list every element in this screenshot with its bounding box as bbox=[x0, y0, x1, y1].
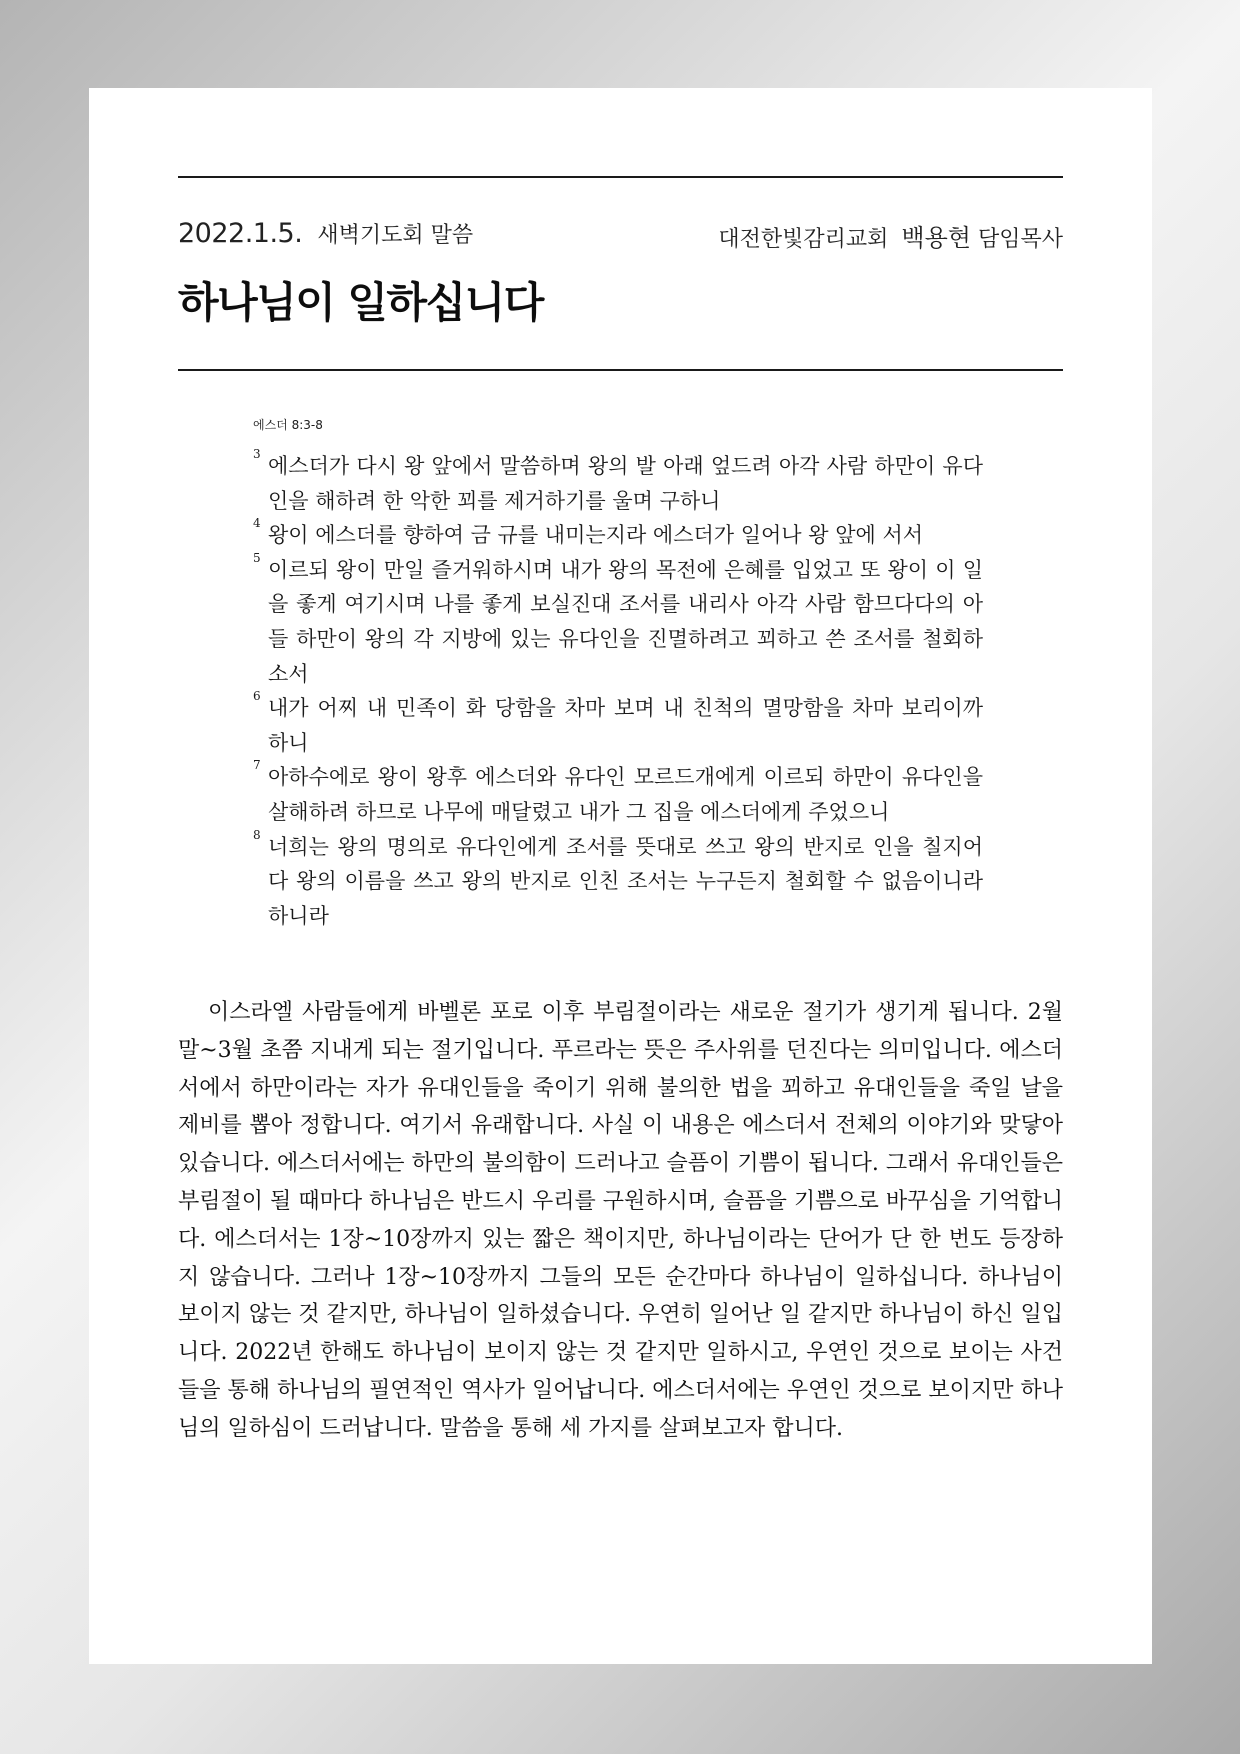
scripture-verse bbox=[253, 691, 983, 760]
verse-text: 왕이 에스더를 향하여 금 규를 내미는지라 에스더가 일어나 왕 앞에 서서 bbox=[268, 523, 924, 548]
scripture-verse bbox=[253, 550, 983, 691]
service-name: 새벽기도회 말씀 bbox=[317, 223, 474, 248]
top-divider bbox=[178, 176, 1063, 178]
scripture-verse bbox=[253, 827, 983, 934]
sermon-body-paragraph: 이스라엘 사람들에게 바벨론 포로 이후 부림절이라는 새로운 절기가 생기게 됩니다. 2월 말~3월 초쯤 지내게 되는 절기입니다. 푸르라는 뜻은 주사위를 던진다는 의미입니다. 에스더서에서 하만이라는 자가 유대인들을 죽이기 위해 불의한 법을 꾀하고 유대인들을 죽일 날을 제비를 뽑아 정합니다. 여기서 유래합니다. 사실 이 내용은 에스더서 전체의 이야기와 맞닿아 있습니다. 에스더서에는 하만의 불의함이 드러나고 슬픔이 기쁨이 됩니다. 그래서 유대인들은 부림절이 될 때마다 하나님은 반드시 우리를 구원하시며, 슬픔을 기쁨으로 바꾸심을 기억합니다. 에스더서는 1장~10장까지 있는 짧은 책이지만, 하나님이라는 단어가 단 한 번도 등장하지 않습니다. 그러나 1장~10장까지 그들의 모든 순간마다 하나님이 일하십니다. 하나님이 보이지 않는 것 같지만, 하나님이 일하셨습니다. 우연히 일어난 일 같지만 하나님이 하신 일입니다. 2022년 한해도 하나님이 보이지 않는 것 같지만 일하시고, 우연인 것으로 보이는 사건들을 통해 하나님의 필연적인 역사가 일어납니다. 에스더서에는 우연인 것으로 보이지만 하나님의 일하심이 드러납니다. 말씀을 통해 세 가지를 살펴보고자 합니다. bbox=[178, 1000, 1063, 1441]
verse-text: 너희는 왕의 명의로 유다인에게 조서를 뜻대로 쓰고 왕의 반지로 인을 칠지어다 왕의 이름을 쓰고 왕의 반지로 인친 조서는 누구든지 철회할 수 없음이니라 하니라 bbox=[268, 834, 983, 928]
scripture-reference: 에스더 8:3-8 bbox=[253, 418, 323, 432]
sermon-date: 2022.1.5. bbox=[178, 218, 303, 249]
document-page bbox=[89, 88, 1152, 1664]
sermon-title: 하나님이 일하십니다 bbox=[178, 278, 543, 327]
scripture-verse bbox=[253, 760, 983, 829]
verse-number: 3 bbox=[253, 447, 261, 461]
verse-number: 6 bbox=[253, 689, 261, 704]
sermon-date-line bbox=[178, 218, 473, 249]
preacher-line bbox=[718, 218, 1063, 253]
pastor-title: 담임목사 bbox=[977, 227, 1063, 252]
verse-text: 아하수에로 왕이 왕후 에스더와 유다인 모르드개에게 이르되 하만이 유다인을 살해하려 하므로 나무에 매달렸고 내가 그 집을 에스더에게 주었으니 bbox=[268, 765, 983, 824]
verse-text: 에스더가 다시 왕 앞에서 말씀하며 왕의 발 아래 엎드려 아각 사람 하만이 유다인을 해하려 한 악한 꾀를 제거하기를 울며 구하니 bbox=[268, 454, 983, 513]
verse-number: 5 bbox=[253, 550, 261, 565]
scripture-verse bbox=[253, 449, 983, 518]
verse-text: 이르되 왕이 만일 즐거워하시며 내가 왕의 목전에 은혜를 입었고 또 왕이 이 일을 좋게 여기시며 나를 좋게 보실진대 조서를 내리사 아각 사람 함므다다의 아들 하만이 왕의 각 지방에 있는 유다인을 진멸하려고 꾀하고 쓴 조서를 철회하소서 bbox=[268, 557, 983, 686]
scripture-verse bbox=[253, 518, 983, 553]
church-name: 대전한빛감리교회 bbox=[718, 227, 889, 252]
verse-number: 8 bbox=[253, 827, 261, 842]
scripture-passage bbox=[253, 416, 983, 933]
pastor-name: 백용현 bbox=[901, 224, 971, 252]
verse-number: 7 bbox=[253, 758, 261, 773]
bottom-divider bbox=[178, 369, 1063, 371]
verse-text: 내가 어찌 내 민족이 화 당함을 차마 보며 내 친척의 멸망함을 차마 보리이까 하니 bbox=[268, 696, 983, 755]
verse-number: 4 bbox=[253, 516, 261, 531]
